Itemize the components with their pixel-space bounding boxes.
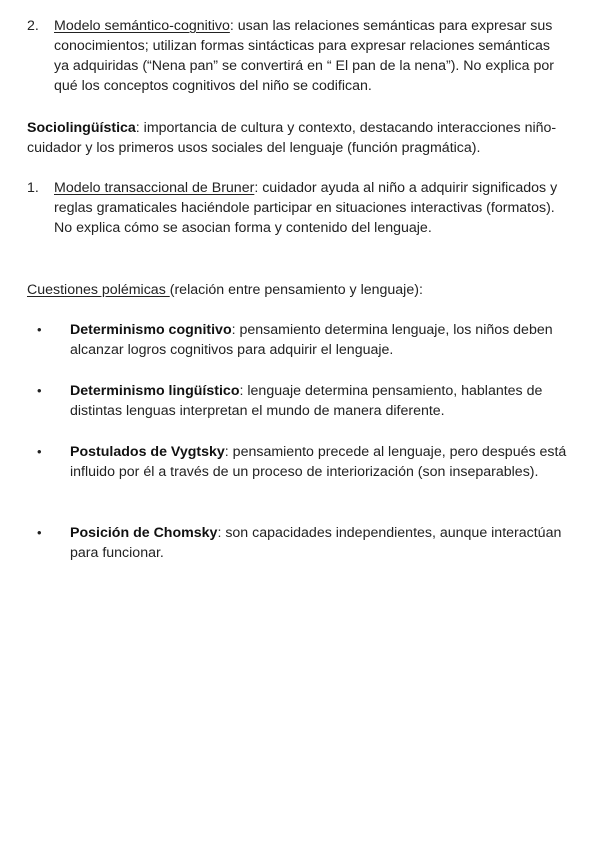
list-number: 2. (27, 18, 39, 34)
bullet-body (70, 442, 577, 482)
item-title: Determinismo lingüístico (70, 383, 240, 399)
item-text: : pensamiento precede al lenguaje, pero después está influido por él a través de un proceso de interiorización (son inseparables). (70, 444, 567, 480)
item-title: Posición de Chomsky (70, 525, 218, 541)
list-item-semantic-cognitive-model (27, 16, 567, 96)
item-title: Sociolingüística (27, 120, 136, 136)
item-text: : cuidador ayuda al niño a adquirir significados y reglas gramaticales haciéndole participar en situaciones interactivas (formatos). No explica cómo se asocian forma y contenido del lenguaje. (54, 180, 558, 236)
list-item-body (54, 16, 567, 96)
item-text: : importancia de cultura y contexto, destacando interacciones niño-cuidador y los primeros usos sociales del lenguaje (función pragmática). (27, 120, 557, 156)
bullet-item-vygotsky (37, 442, 577, 482)
bullet-body (70, 320, 577, 360)
item-title: Cuestiones polémicas (27, 282, 170, 298)
bullet-item-linguistic-determinism (37, 381, 577, 421)
item-text: : son capacidades independientes, aunque interactúan para funcionar. (70, 525, 562, 561)
bullet-item-cognitive-determinism (37, 320, 577, 360)
item-text: : usan las relaciones semánticas para expresar sus conocimientos; utilizan formas sintácticas para expresar relaciones semánticas ya adquiridas (“Nena pan” se convertirá en “ El pan de la nena”). No explica por qué los conceptos cognitivos del niño se codifican. (54, 18, 554, 94)
bullet-marker: • (37, 383, 42, 398)
item-text: (relación entre pensamiento y lenguaje): (169, 282, 423, 298)
bullet-marker: • (37, 444, 42, 459)
item-text: : lenguaje determina pensamiento, hablantes de distintas lenguas interpretan el mundo de manera diferente. (70, 383, 543, 419)
item-title: Determinismo cognitivo (70, 322, 232, 338)
bullet-item-chomsky (37, 523, 577, 563)
bullet-marker: • (37, 322, 42, 337)
bullet-body (70, 523, 577, 563)
bullet-marker: • (37, 525, 42, 540)
item-title: Modelo semántico-cognitivo (54, 18, 230, 34)
item-text: : pensamiento determina lenguaje, los niños deben alcanzar logros cognitivos para adquirir el lenguaje. (70, 322, 553, 358)
bullet-body (70, 381, 577, 421)
list-item-bruner-model (27, 178, 567, 238)
item-title: Modelo transaccional de Bruner (54, 180, 255, 196)
item-title: Postulados de Vygtsky (70, 444, 225, 460)
list-item-body (54, 178, 567, 238)
list-number: 1. (27, 180, 39, 196)
paragraph-sociolinguistics (27, 118, 577, 158)
paragraph-controversial-issues (27, 280, 577, 300)
